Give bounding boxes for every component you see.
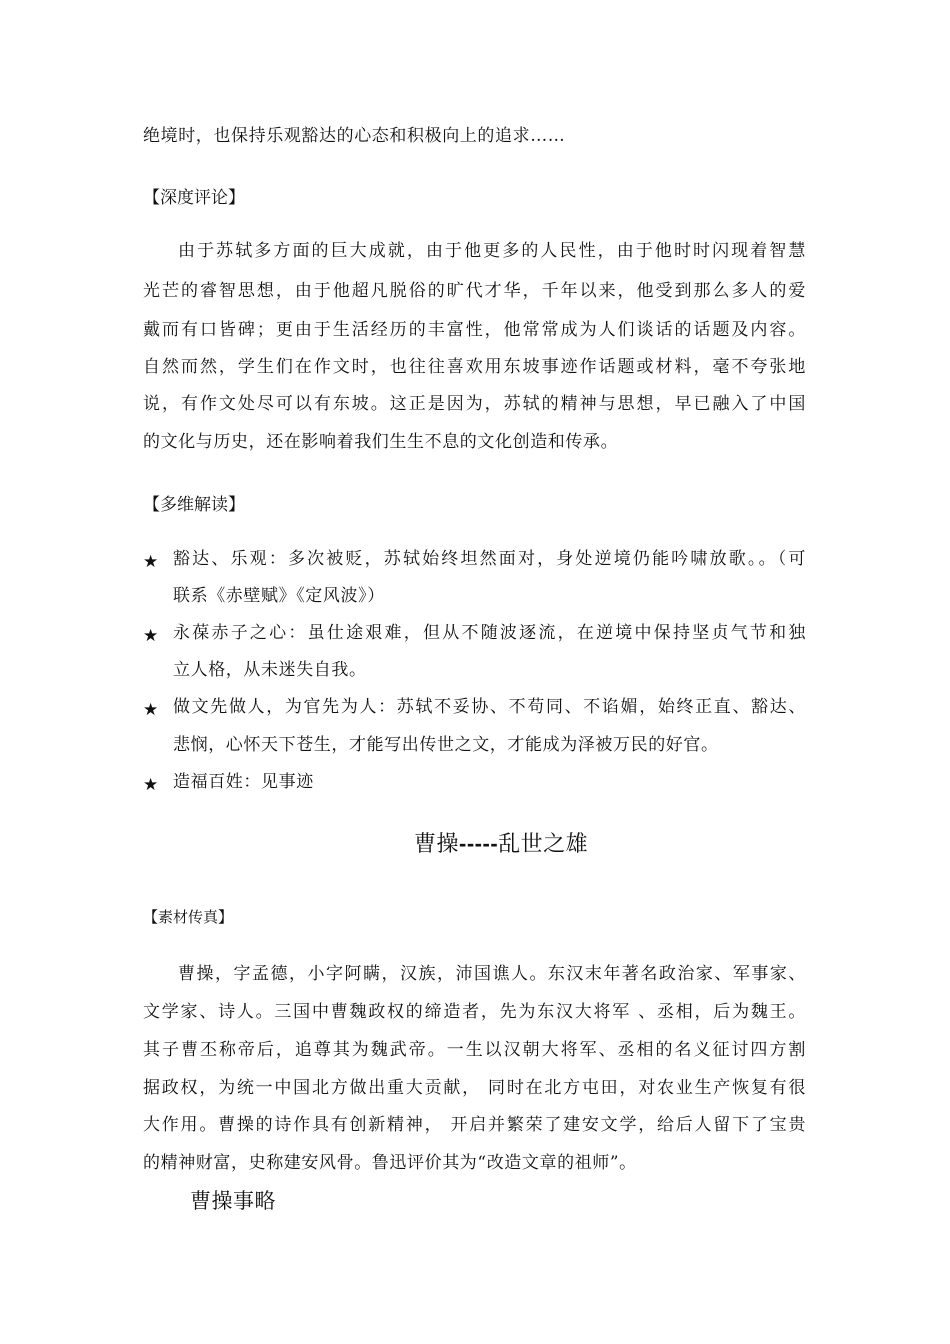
- continued-paragraph-line: 绝境时，也保持乐观豁达的心态和积极向上的追求……: [143, 126, 566, 146]
- title-name: 曹操: [414, 832, 460, 857]
- star-icon: ★: [143, 552, 159, 572]
- list-item-line: 永葆赤子之心：虽仕途艰难，但从不随波逐流，在逆境中保持坚贞气节和独: [173, 623, 806, 643]
- paragraph-line: 戴而有口皆碑；更由于生活经历的丰富性，他常常成为人们谈话的话题及内容。: [143, 320, 806, 340]
- paragraph-line: 曹操，字孟德，小字阿瞒，汉族，沛国谯人。东汉末年著名政治家、军事家、: [178, 964, 806, 984]
- material-heading: 【素材传真】: [143, 908, 234, 926]
- paragraph-line: 的精神财富，史称建安风骨。鲁迅评价其为“改造文章的祖师”。: [143, 1153, 637, 1173]
- title-dashes: -----: [459, 831, 499, 856]
- paragraph-line: 大作用。曹操的诗作具有创新精神， 开启并繁荣了建安文学，给后人留下了宝贵: [143, 1115, 806, 1135]
- paragraph-line: 其子曹丕称帝后，追尊其为魏武帝。一生以汉朝大将军、丞相的名义征讨四方割: [143, 1040, 806, 1060]
- paragraph-line: 的文化与历史，还在影响着我们生生不息的文化创造和传承。: [143, 432, 619, 452]
- section-title: [414, 831, 588, 858]
- title-epithet: 乱世之雄: [498, 832, 589, 857]
- list-item-line: 联系《赤壁赋》《定风波》）: [173, 586, 385, 606]
- paragraph-line: 自然而然，学生们在作文时，也往往喜欢用东坡事迹作话题或材料，毫不夸张地: [143, 357, 806, 377]
- list-item-line: 悲悯，心怀天下苍生，才能写出传世之文，才能成为泽被万民的好官。: [173, 735, 719, 755]
- star-icon: ★: [143, 626, 159, 646]
- list-item-line: 造福百姓：见事迹: [173, 772, 314, 792]
- star-icon: ★: [143, 775, 159, 795]
- paragraph-line: 光芒的睿智思想，由于他超凡脱俗的旷代才华，千年以来，他受到那么多人的爱: [143, 281, 806, 301]
- paragraph-line: 由于苏轼多方面的巨大成就，由于他更多的人民性，由于他时时闪现着智慧: [178, 241, 806, 261]
- multi-reading-heading: 【多维解读】: [143, 495, 245, 515]
- list-item-line: 做文先做人，为官先为人：苏轼不妥协、不苟同、不谄媚，始终正直、豁达、: [173, 697, 806, 717]
- star-icon: ★: [143, 700, 159, 720]
- paragraph-line: 文学家、诗人。三国中曹魏政权的缔造者，先为东汉大将军 、丞相，后为魏王。: [143, 1002, 806, 1022]
- list-item-line: 豁达、乐观：多次被贬，苏轼始终坦然面对，身处逆境仍能吟啸放歌。。（可: [173, 549, 806, 569]
- deep-comment-heading: 【深度评论】: [143, 188, 245, 208]
- paragraph-line: 说，有作文处尽可以有东坡。这正是因为，苏轼的精神与思想，早已融入了中国: [143, 394, 806, 414]
- subheading: 曹操事略: [190, 1189, 276, 1213]
- paragraph-line: 据政权，为统一中国北方做出重大贡献， 同时在北方屯田，对农业生产恢复有很: [143, 1078, 806, 1098]
- list-item-line: 立人格，从未迷失自我。: [173, 660, 367, 680]
